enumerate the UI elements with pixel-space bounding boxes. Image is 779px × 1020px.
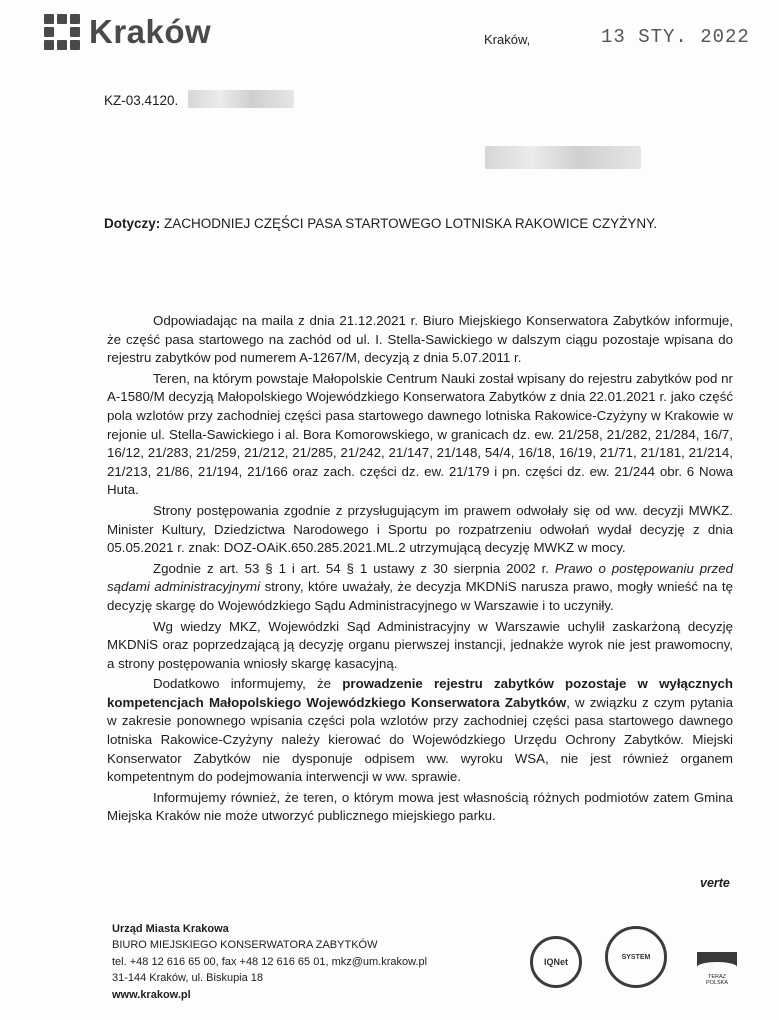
paragraph-4 (107, 560, 733, 616)
iqnet-label: IQNet (543, 957, 568, 967)
paragraph-1: Odpowiadając na maila z dnia 21.12.2021 r. Biuro Miejskiego Konserwatora Zabytków informuje, że część pasa startowego na zachód od ul. I. Stella-Sawickiego w dalszym ciągu pozostaje wpisana do rejestru zabytków pod numerem A-1267/M, decyzją z dnia 5.07.2011 r. (107, 313, 733, 366)
footer-address: 31-144 Kraków, ul. Biskupia 18 (112, 972, 264, 985)
paragraph-6-emphasis: prowadzenie rejestru zabytków pozostaje w wyłącznych kompetencjach Małopolskiego Wojewódzkiego Konserwatora Zabytków (107, 676, 733, 710)
quality-system-seal-icon (605, 926, 667, 988)
paragraph-5: Wg wiedzy MKZ, Wojewódzki Sąd Administracyjny w Warszawie uchylił zaskarżoną decyzję MKDNiS oraz poprzedzającą ją decyzję organu pierwszej instancji, jednakże wyrok nie jest prawomocny, a strony postępowania wniosły skargę kasacyjną. (107, 618, 733, 671)
teraz-polska-logo-icon (697, 938, 737, 986)
footer (112, 921, 427, 1003)
verte-note: verte (700, 876, 730, 890)
redacted-reference (188, 90, 294, 108)
iqnet-seal-icon (530, 936, 582, 988)
system-label: SYSTEM (621, 953, 651, 961)
krakow-logo-icon (44, 14, 80, 50)
paragraph-4-start: Zgodnie z art. 53 § 1 i art. 54 § 1 ustawy z 30 sierpnia 2002 r. (153, 560, 555, 576)
paragraph-3: Strony postępowania zgodnie z przysługującym im prawem odwołały się od ww. decyzji MWKZ. Minister Kultury, Dziedzictwa Narodowego i Sportu po rozpatrzeniu odwołań wydał decyzję z dnia 05.05.2021 r. znak: DOZ-OAiK.650.285.2021.ML.2 utrzymującą decyzję MWKZ w mocy. (107, 502, 733, 556)
law-title: Prawo o postępowaniu przed sądami administracyjnymi (107, 560, 733, 595)
reference-number: KZ-03.4120. (104, 93, 179, 108)
paragraph-7: Informujemy również, że teren, o którym mowa jest własnością różnych podmiotów zatem Gmina Miejska Kraków nie może utworzyć publicznego miejskiego parku. (107, 789, 733, 824)
letter-place: Kraków, (484, 32, 531, 47)
redacted-recipient (485, 146, 641, 169)
krakow-logo (44, 14, 211, 50)
footer-office: Urząd Miasta Krakowa (112, 923, 229, 935)
date-stamp: 13 STY. 2022 (601, 26, 750, 48)
paragraph-6-start: Dodatkowo informujemy, że (153, 676, 343, 692)
letter-body (107, 312, 733, 828)
footer-contact: tel. +48 12 616 65 00, fax +48 12 616 65 01, mkz@um.krakow.pl (112, 955, 428, 968)
footer-website: www.krakow.pl (112, 988, 191, 1001)
footer-department: BIURO MIEJSKIEGO KONSERWATORA ZABYTKÓW (112, 939, 378, 952)
teraz-wave (697, 962, 737, 972)
subject-text: ZACHODNIEJ CZĘŚCI PASA STARTOWEGO LOTNISKA RAKOWICE CZYŻYNY. (164, 216, 658, 231)
teraz-label: TERAZ POLSKA (705, 974, 728, 986)
paragraph-2: Teren, na którym powstaje Małopolskie Centrum Nauki został wpisany do rejestru zabytków pod nr A-1580/M decyzją Małopolskiego Wojewódzkiego Konserwatora Zabytków z dnia 22.01.2021 r. jako część pola wzlotów przy zachodniej części pasa startowego dawnego lotniska Rakowice-Czyżyny w Krakowie w rejonie ul. Stella-Sawickiego i al. Bora Komorowskiego, w granicach dz. ew. 21/258, 21/282, 21/284, 16/7, 16/12, 21/283, 21/259, 21/212, 21/285, 21/242, 21/147, 21/148, 54/4, 16/18, 16/19, 21/71, 21/181, 21/214, 21/213, 21/86, 21/194, 21/166 oraz zach. części dz. ew. 21/179 i pn. części dz. ew. 21/244 obr. 6 Nowa Huta. (107, 370, 733, 498)
letter-subject (104, 216, 657, 231)
subject-label: Dotyczy: (104, 216, 161, 231)
paragraph-4-end: strony, które uważały, że decyzja MKDNiS narusza prawo, mogły wnieść na tę decyzję skargę do Wojewódzkiego Sądu Administracyjnego w Warszawie i to uczyniły. (107, 579, 733, 613)
paragraph-6-end: , w związku z czym pytania w zakresie ponownego wpisania części pola wzlotów przy zachodniej części pasa startowego dawnego lotniska Rakowice-Czyżyny należy kierować do Wojewódzkiego Urzędu Ochrony Zabytków. Miejski Konserwator Zabytków nie dysponuje odpisem ww. wyroku WSA, nie jest również organem kompetentnym do podejmowania interwencji w ww. sprawie. (107, 694, 734, 785)
logo-text: Kraków (89, 13, 212, 50)
paragraph-6 (107, 675, 733, 787)
